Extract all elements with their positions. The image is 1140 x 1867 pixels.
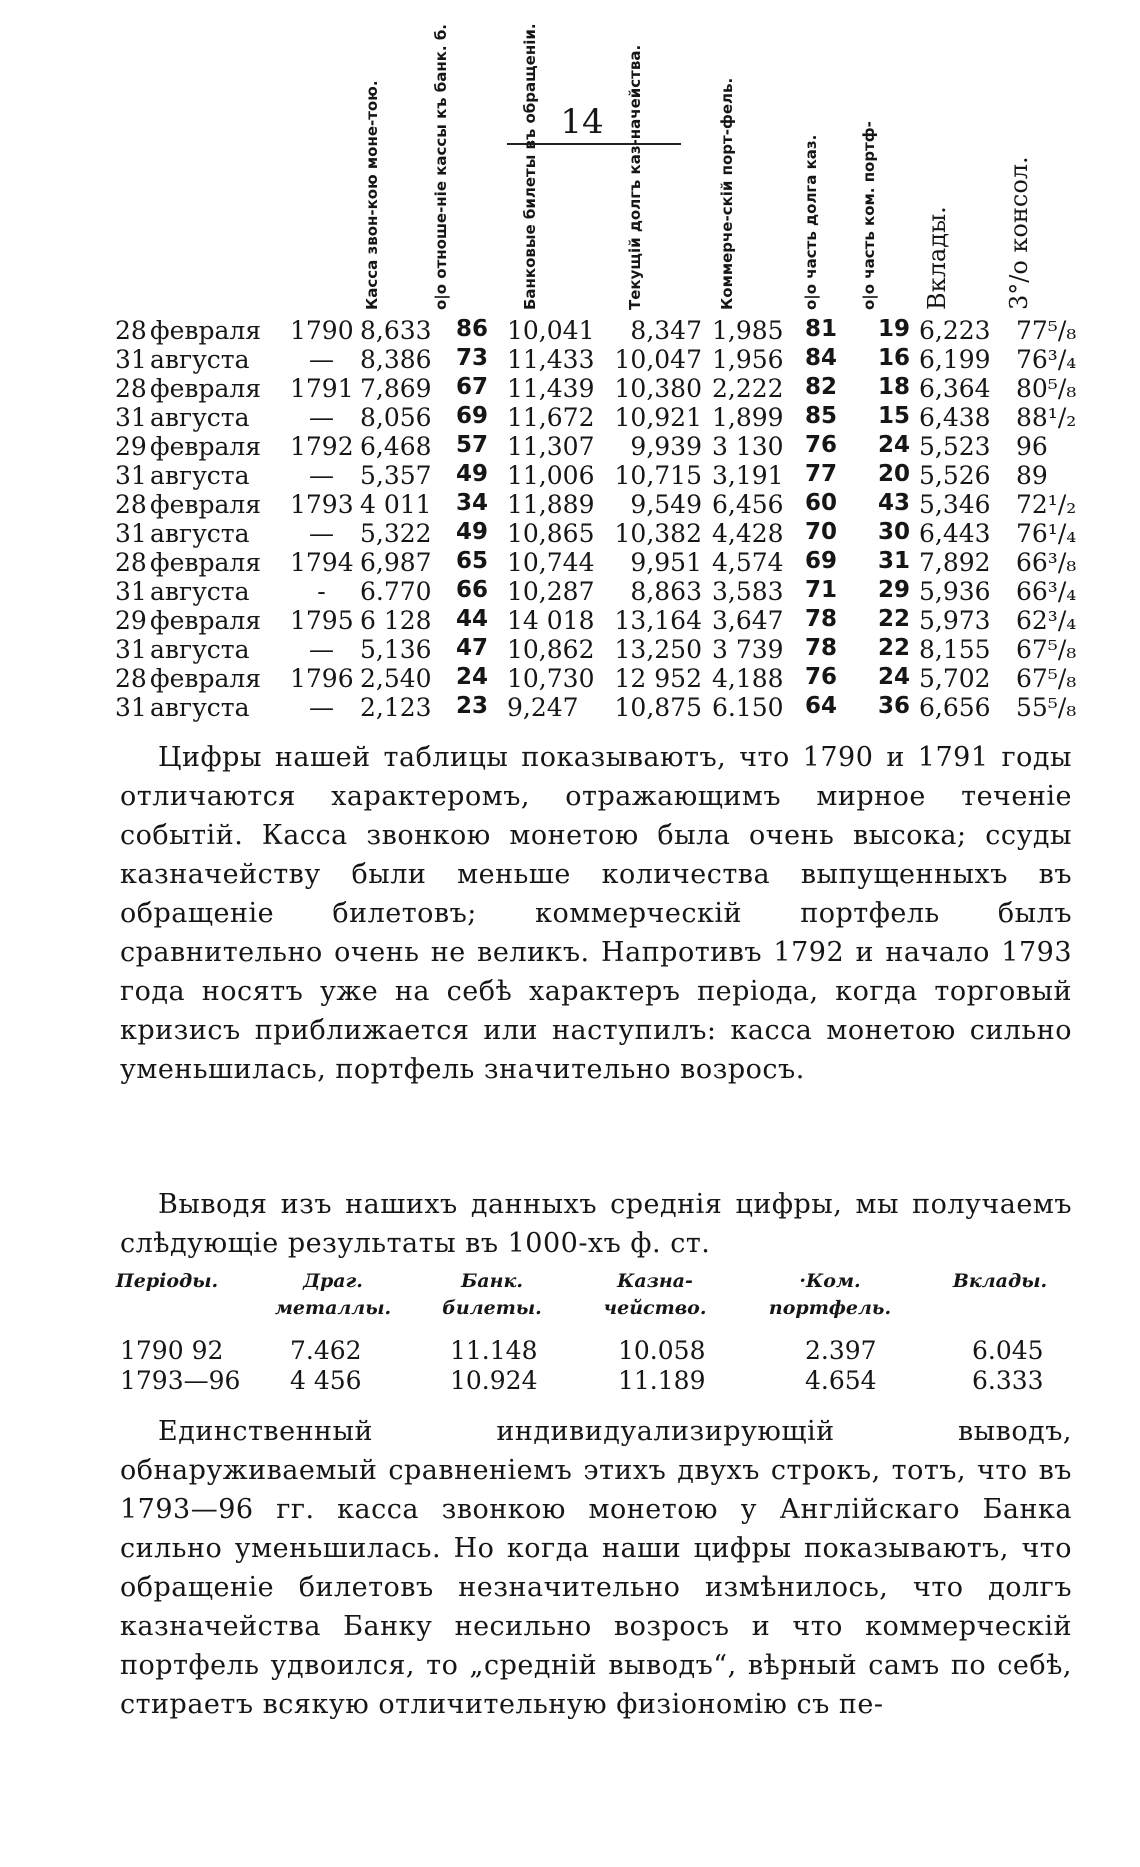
- cell-debt: 8,863: [630, 577, 702, 606]
- cell-month: августа: [150, 403, 250, 432]
- cell-day: 31: [115, 519, 147, 548]
- cell-day: 28: [115, 664, 147, 693]
- cell-comm: 6,456: [712, 490, 784, 519]
- cell-pct-comm: 15: [877, 403, 910, 429]
- cell-debt: 8,347: [630, 316, 702, 345]
- cell-notes: 10,287: [507, 577, 595, 606]
- cell-pct-cash: 73: [456, 345, 489, 371]
- cell-debt: 10,875: [614, 693, 702, 722]
- summary-portfolio: 2.397: [805, 1336, 877, 1365]
- cell-debt: 9,939: [630, 432, 702, 461]
- cell-year: 1793: [290, 490, 354, 519]
- cell-notes: 11,672: [507, 403, 595, 432]
- table-row: [0, 403, 1140, 432]
- cell-consol: 55⁵/₈: [1016, 693, 1077, 722]
- cell-month: февраля: [150, 374, 261, 403]
- cell-deposits: 6,199: [919, 345, 991, 374]
- cell-pct-cash: 47: [456, 635, 489, 661]
- cell-pct-comm: 22: [877, 606, 910, 632]
- cell-comm: 3,583: [712, 577, 784, 606]
- cell-cash: 6.770: [360, 577, 432, 606]
- cell-day: 29: [115, 606, 147, 635]
- table-row: [0, 664, 1140, 693]
- cell-pct-cash: 66: [456, 577, 489, 603]
- summary-metals: 7.462: [290, 1336, 362, 1365]
- cell-comm: 3,647: [712, 606, 784, 635]
- cell-deposits: 5,523: [919, 432, 991, 461]
- cell-day: 28: [115, 490, 147, 519]
- cell-month: августа: [150, 577, 250, 606]
- cell-day: 29: [115, 432, 147, 461]
- cell-consol: 72¹/₂: [1016, 490, 1077, 519]
- cell-day: 31: [115, 461, 147, 490]
- table-row: [0, 432, 1140, 461]
- cell-day: 31: [115, 403, 147, 432]
- cell-pct-cash: 34: [456, 490, 489, 516]
- paragraph-3: [120, 1412, 1072, 1724]
- cell-consol: 76³/₄: [1016, 345, 1077, 374]
- cell-year: 1791: [290, 374, 354, 403]
- cell-day: 31: [115, 345, 147, 374]
- cell-cash: 5,136: [360, 635, 432, 664]
- cell-consol: 80⁵/₈: [1016, 374, 1077, 403]
- summary-metals: 4 456: [290, 1366, 362, 1395]
- cell-month: февраля: [150, 606, 261, 635]
- cell-month: августа: [150, 461, 250, 490]
- cell-pct-cash: 49: [456, 519, 489, 545]
- summary-header-portfolio: ·Ком. портфель.: [768, 1270, 892, 1319]
- header-cash: Касса звон-кою моне-тою.: [363, 80, 381, 310]
- cell-consol: 77⁵/₈: [1016, 316, 1077, 345]
- cell-cash: 6,987: [360, 548, 432, 577]
- cell-year: 1794: [290, 548, 354, 577]
- summary-header-notes: Банк. билеты.: [442, 1270, 542, 1319]
- cell-year: 1792: [290, 432, 354, 461]
- cell-notes: 9,247: [507, 693, 579, 722]
- cell-debt: 12 952: [614, 664, 702, 693]
- paragraph-2: [120, 1185, 1072, 1263]
- cell-pct-comm: 18: [877, 374, 910, 400]
- cell-day: 28: [115, 374, 147, 403]
- cell-pct-cash: 67: [456, 374, 489, 400]
- cell-cash: 2,540: [360, 664, 432, 693]
- cell-cash: 8,056: [360, 403, 432, 432]
- summary-header: [0, 1268, 1140, 1328]
- cell-comm: 1,899: [712, 403, 784, 432]
- paragraph-3-text: Единственный индивидуализирующій выводъ, обнаруживаемый сравненіемъ этихъ двухъ строкъ, тотъ, что въ 1793—96 гг. касса звонкою монетою у Англійскаго Банка сильно уменьшилась. Но когда наши цифры показываютъ, что обращеніе билетовъ незначительно измѣнилось, что долгъ казначейства Банку несильно возросъ и что коммерческій портфель удвоился, то „среднiй выводъ“, вѣрный самъ по себѣ, стираетъ всякую отличительную физіономію съ пе-: [120, 1416, 1072, 1720]
- cell-pct-debt: 70: [805, 519, 838, 545]
- cell-pct-cash: 69: [456, 403, 489, 429]
- cell-notes: 11,889: [507, 490, 595, 519]
- cell-pct-debt: 85: [805, 403, 838, 429]
- cell-comm: 6.150: [712, 693, 784, 722]
- cell-month: февраля: [150, 490, 261, 519]
- summary-header-metals: Драг. металлы.: [274, 1270, 392, 1319]
- summary-period: 1790 92: [120, 1336, 224, 1365]
- summary-period: 1793—96: [120, 1366, 241, 1395]
- cell-pct-cash: 44: [456, 606, 489, 632]
- cell-pct-debt: 84: [805, 345, 838, 371]
- summary-treasury: 11.189: [618, 1366, 706, 1395]
- cell-cash: 6 128: [360, 606, 432, 635]
- cell-pct-debt: 60: [805, 490, 838, 516]
- table-row: [0, 606, 1140, 635]
- table-row: [0, 374, 1140, 403]
- cell-notes: 10,730: [507, 664, 595, 693]
- cell-debt: 9,549: [630, 490, 702, 519]
- cell-consol: 96: [1016, 432, 1048, 461]
- paragraph-2-text: Выводя изъ нашихъ данныхъ среднія цифры, мы получаемъ слѣдующіе результаты въ 1000-хъ ф. ст.: [120, 1189, 1072, 1259]
- cell-debt: 10,715: [614, 461, 702, 490]
- cell-pct-comm: 24: [877, 664, 910, 690]
- cell-day: 31: [115, 635, 147, 664]
- cell-year: —: [309, 519, 334, 548]
- table-row: [0, 345, 1140, 374]
- summary-header-treasury: Казна- чейство.: [603, 1270, 707, 1319]
- cell-pct-debt: 78: [805, 606, 838, 632]
- cell-month: августа: [150, 519, 250, 548]
- cell-pct-comm: 36: [877, 693, 910, 719]
- cell-cash: 8,386: [360, 345, 432, 374]
- table-row: [0, 577, 1140, 606]
- cell-pct-comm: 30: [877, 519, 910, 545]
- cell-comm: 4,574: [712, 548, 784, 577]
- cell-debt: 13,164: [614, 606, 702, 635]
- cell-comm: 1,956: [712, 345, 784, 374]
- cell-debt: 10,047: [614, 345, 702, 374]
- cell-debt: 10,382: [614, 519, 702, 548]
- paragraph-1: [120, 738, 1072, 1089]
- cell-notes: 10,862: [507, 635, 595, 664]
- cell-pct-debt: 76: [805, 664, 838, 690]
- summary-treasury: 10.058: [618, 1336, 706, 1365]
- cell-month: февраля: [150, 316, 261, 345]
- cell-notes: 11,439: [507, 374, 595, 403]
- summary-row: [0, 1366, 1140, 1396]
- cell-pct-cash: 86: [456, 316, 489, 342]
- cell-month: февраля: [150, 432, 261, 461]
- cell-year: -: [317, 577, 326, 606]
- bank-data-table: [0, 316, 1140, 722]
- cell-comm: 4,428: [712, 519, 784, 548]
- cell-year: —: [309, 461, 334, 490]
- cell-deposits: 6,223: [919, 316, 991, 345]
- cell-pct-cash: 65: [456, 548, 489, 574]
- cell-year: —: [309, 693, 334, 722]
- summary-deposits: 6.045: [972, 1336, 1044, 1365]
- cell-deposits: 5,346: [919, 490, 991, 519]
- table-row: [0, 316, 1140, 345]
- cell-consol: 66³/₈: [1016, 548, 1077, 577]
- cell-cash: 6,468: [360, 432, 432, 461]
- cell-pct-comm: 20: [877, 461, 910, 487]
- header-notes: Банковые билеты въ обращеніи.: [521, 23, 539, 310]
- cell-comm: 3 739: [712, 635, 784, 664]
- cell-consol: 62³/₄: [1016, 606, 1077, 635]
- cell-pct-cash: 24: [456, 664, 489, 690]
- cell-month: августа: [150, 635, 250, 664]
- cell-month: февраля: [150, 664, 261, 693]
- summary-deposits: 6.333: [972, 1366, 1044, 1395]
- cell-deposits: 6,443: [919, 519, 991, 548]
- cell-cash: 4 011: [360, 490, 432, 519]
- cell-year: 1795: [290, 606, 354, 635]
- header-deposits: Вклады.: [923, 206, 951, 310]
- cell-pct-comm: 31: [877, 548, 910, 574]
- table-row: [0, 461, 1140, 490]
- cell-year: —: [309, 345, 334, 374]
- cell-cash: 5,357: [360, 461, 432, 490]
- cell-deposits: 7,892: [919, 548, 991, 577]
- cell-deposits: 5,973: [919, 606, 991, 635]
- header-consols: 3°/о консол.: [1005, 156, 1033, 310]
- cell-pct-debt: 82: [805, 374, 838, 400]
- cell-day: 31: [115, 693, 147, 722]
- cell-cash: 5,322: [360, 519, 432, 548]
- cell-pct-comm: 29: [877, 577, 910, 603]
- cell-day: 28: [115, 548, 147, 577]
- cell-consol: 67⁵/₈: [1016, 635, 1077, 664]
- cell-cash: 2,123: [360, 693, 432, 722]
- cell-notes: 10,865: [507, 519, 595, 548]
- cell-year: —: [309, 635, 334, 664]
- summary-notes: 11.148: [450, 1336, 538, 1365]
- cell-debt: 13,250: [614, 635, 702, 664]
- cell-day: 28: [115, 316, 147, 345]
- cell-deposits: 5,702: [919, 664, 991, 693]
- cell-comm: 3 130: [712, 432, 784, 461]
- cell-debt: 10,921: [614, 403, 702, 432]
- header-debt: Текущій долгъ каз-начейства.: [626, 44, 644, 310]
- cell-notes: 14 018: [507, 606, 595, 635]
- cell-debt: 10,380: [614, 374, 702, 403]
- cell-pct-debt: 69: [805, 548, 838, 574]
- cell-debt: 9,951: [630, 548, 702, 577]
- cell-year: —: [309, 403, 334, 432]
- cell-deposits: 6,364: [919, 374, 991, 403]
- cell-comm: 3,191: [712, 461, 784, 490]
- cell-consol: 88¹/₂: [1016, 403, 1077, 432]
- table-row: [0, 519, 1140, 548]
- page-number: 14: [560, 102, 604, 142]
- cell-pct-debt: 77: [805, 461, 838, 487]
- cell-deposits: 5,526: [919, 461, 991, 490]
- cell-comm: 1,985: [712, 316, 784, 345]
- cell-year: 1790: [290, 316, 354, 345]
- cell-notes: 11,006: [507, 461, 595, 490]
- cell-pct-comm: 16: [877, 345, 910, 371]
- cell-cash: 7,869: [360, 374, 432, 403]
- cell-pct-comm: 43: [877, 490, 910, 516]
- cell-pct-debt: 78: [805, 635, 838, 661]
- cell-pct-debt: 64: [805, 693, 838, 719]
- cell-notes: 11,433: [507, 345, 595, 374]
- summary-header-deposits: Вклады.: [952, 1270, 1048, 1292]
- summary-portfolio: 4.654: [805, 1366, 877, 1395]
- cell-notes: 10,041: [507, 316, 595, 345]
- table-row: [0, 693, 1140, 722]
- paragraph-1-text: Цифры нашей таблицы показываютъ, что 1790 и 1791 годы отличаются характеромъ, отражающимъ мирное теченіе событій. Касса звонкою монетою была очень высока; ссуды казначейству были меньше количества выпущенныхъ въ обращеніе билетовъ; коммерческій портфель былъ сравнительно очень не великъ. Напротивъ 1792 и начало 1793 года носятъ уже на себѣ характеръ періода, когда торговый кризисъ приближается или наступилъ: касса монетою сильно уменьшилась, портфель значительно возросъ.: [120, 742, 1072, 1085]
- cell-consol: 76¹/₄: [1016, 519, 1077, 548]
- cell-deposits: 8,155: [919, 635, 991, 664]
- summary-notes: 10.924: [450, 1366, 538, 1395]
- cell-comm: 4,188: [712, 664, 784, 693]
- cell-month: августа: [150, 345, 250, 374]
- cell-deposits: 6,438: [919, 403, 991, 432]
- cell-deposits: 5,936: [919, 577, 991, 606]
- cell-day: 31: [115, 577, 147, 606]
- cell-comm: 2,222: [712, 374, 784, 403]
- cell-pct-cash: 57: [456, 432, 489, 458]
- summary-header-periods: Періоды.: [115, 1270, 219, 1292]
- header-pct-cash: о|о отноше-ніе кассы къ банк. б.: [432, 24, 450, 310]
- summary-row: [0, 1336, 1140, 1366]
- cell-pct-cash: 23: [456, 693, 489, 719]
- cell-pct-cash: 49: [456, 461, 489, 487]
- cell-year: 1796: [290, 664, 354, 693]
- cell-pct-debt: 71: [805, 577, 838, 603]
- cell-pct-comm: 22: [877, 635, 910, 661]
- cell-notes: 10,744: [507, 548, 595, 577]
- cell-consol: 89: [1016, 461, 1048, 490]
- header-pct-commercial: о|о часть ком. портф-: [860, 121, 878, 310]
- table-row: [0, 548, 1140, 577]
- cell-consol: 67⁵/₈: [1016, 664, 1077, 693]
- cell-pct-debt: 81: [805, 316, 838, 342]
- cell-month: февраля: [150, 548, 261, 577]
- cell-notes: 11,307: [507, 432, 595, 461]
- cell-deposits: 6,656: [919, 693, 991, 722]
- table-row: [0, 490, 1140, 519]
- cell-month: августа: [150, 693, 250, 722]
- table-row: [0, 635, 1140, 664]
- cell-pct-comm: 19: [877, 316, 910, 342]
- cell-consol: 66³/₄: [1016, 577, 1077, 606]
- header-pct-debt: о|о часть долга каз.: [802, 134, 820, 310]
- cell-cash: 8,633: [360, 316, 432, 345]
- cell-pct-comm: 24: [877, 432, 910, 458]
- cell-pct-debt: 76: [805, 432, 838, 458]
- header-commercial: Коммерче-скій порт-фель.: [718, 77, 736, 310]
